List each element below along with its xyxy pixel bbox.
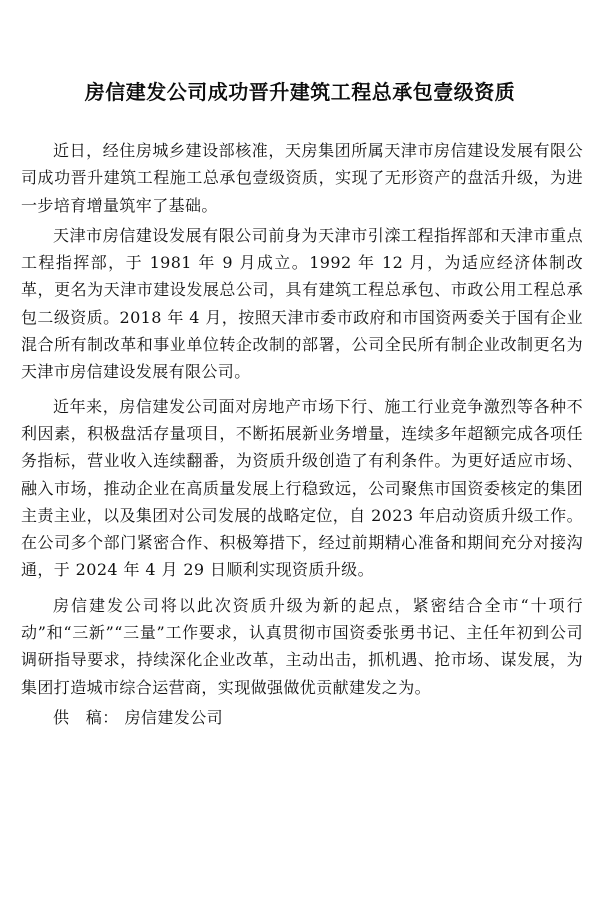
article-source — [21, 704, 583, 731]
article-paragraph-1: 近日，经住房城乡建设部核准，天房集团所属天津市房信建设发展有限公司成功晋升建筑工程施工总承包壹级资质，实现了无形资产的盘活升级，为进一步培育增量筑牢了基础。 — [21, 141, 583, 215]
article-paragraph-2: 天津市房信建设发展有限公司前身为天津市引滦工程指挥部和天津市重点工程指挥部，于 1981 年 9 月成立。1992 年 12 月，为适应经济体制改革，更名为天津市建设发展总公司，具有建筑工程总承包、市政公用工程总承包二级资质。2018 年 4 月，按照天津市委市政府和市国资两委关于国有企业混合所有制改革和事业单位转企改制的部署，公司全民所有制企业改制更名为天津市房信建设发展有限公司。 — [21, 225, 583, 382]
article-paragraph-3: 近年来，房信建发公司面对房地产市场下行、施工行业竞争激烈等各种不利因素，积极盘活存量项目，不断拓展新业务增量，连续多年超额完成各项任务指标，营业收入连续翻番，为资质升级创造了有利条件。为更好适应市场、融入市场，推动企业在高质量发展上行稳致远，公司聚焦市国资委核定的集团主责主业，以及集团对公司发展的战略定位，自 2023 年启动资质升级工作。在公司多个部门紧密合作、积极筹措下，经过前期精心准备和期间充分对接沟通，于 2024 年 4 月 29 日顺利实现资质升级。 — [21, 396, 583, 580]
article-body — [21, 137, 583, 731]
source-name: 房信建发公司 — [124, 707, 224, 727]
article-title: 房信建发公司成功晋升建筑工程总承包壹级资质 — [84, 80, 516, 104]
article-paragraph-4: 房信建发公司将以此次资质升级为新的起点，紧密结合全市“十项行动”和“三新”“三量”工作要求，认真贯彻市国资委张勇书记、主任年初到公司调研指导要求，持续深化企业改革，主动出击，抓机遇、抢市场、谋发展，为集团打造城市综合运营商，实现做强做优贡献建发之为。 — [21, 595, 583, 697]
source-label: 供 稿： — [53, 707, 119, 727]
